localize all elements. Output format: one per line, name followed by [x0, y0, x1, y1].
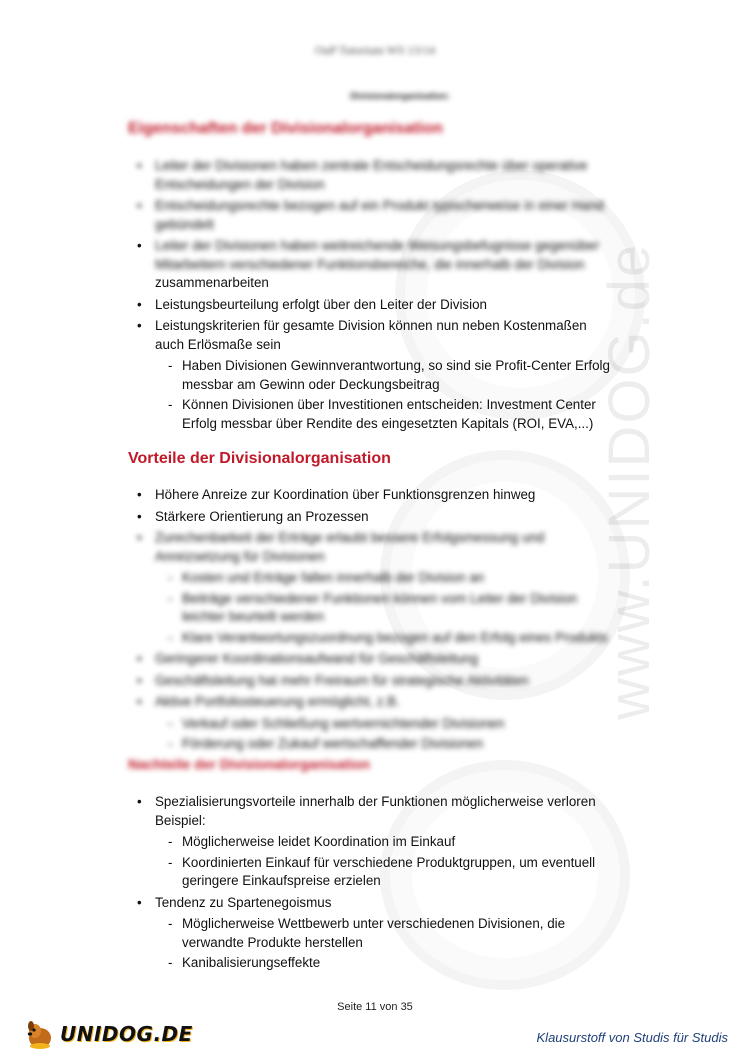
list-item-blurred-part: Leiter der Divisionen haben weitreichende Weisungsbefugnisse gegenüber Mitarbeitern verschiedener Funktionsbereiche, die innerhalb der Division [155, 238, 600, 272]
section-list-eigenschaften [128, 157, 618, 436]
sub-list-item: - Kosten und Erträge fallen innerhalb der Division an [155, 569, 618, 588]
logo-text: UNIDOG.DE [60, 1022, 193, 1046]
section-title-eigenschaften: Eigenschaften der Divisionalorganisation [128, 120, 443, 137]
sub-list [155, 833, 618, 891]
sub-list-item: - Möglicherweise leidet Koordination im Einkauf [155, 833, 618, 852]
site-watermark: www.UNIDOG.de [597, 242, 662, 720]
sub-list [155, 357, 618, 433]
section-title-nachteile: Nachteile der Divisionalorganisation [128, 756, 370, 772]
sub-list-item: - Haben Divisionen Gewinnverantwortung, so sind sie Profit-Center Erfolg messbar am Gewinn oder Deckungsbeitrag [155, 357, 618, 394]
sub-list-item: - Verkauf oder Schließung wertvernichtender Divisionen [155, 715, 618, 734]
sub-list-item: - Koordinierten Einkauf für verschiedene Produktgruppen, um eventuell geringere Einkaufspreise erzielen [155, 854, 618, 891]
list-item: • Stärkere Orientierung an Prozessen [128, 508, 618, 527]
list-item [128, 529, 618, 647]
sub-list [155, 715, 618, 754]
page-header: OuP Tutorium WS 13/14 [315, 43, 435, 57]
list-item-text: Spezialisierungsvorteile innerhalb der Funktionen möglicherweise verloren Beispiel: [155, 794, 596, 828]
list-item: • Entscheidungsrechte bezogen auf ein Produkt typischerweise in einer Hand gebündelt [128, 197, 618, 234]
list-item: • Höhere Anreize zur Koordination über Funktionsgrenzen hinweg [128, 486, 618, 505]
list-item-text: Zurechenbarkeit der Erträge erlaubt bessere Erfolgsmessung und Anreizsetzung für Divisionen [155, 530, 545, 564]
dog-mascot-icon [24, 1017, 56, 1051]
list-item [128, 317, 618, 433]
sub-list-item: - Kanibalisierungseffekte [155, 954, 618, 973]
list-item-clear-part: zusammenarbeiten [155, 275, 269, 290]
page-number: Seite 11 von 35 [337, 1001, 413, 1013]
sub-list-item: - Klare Verantwortungszuordnung bezogen auf den Erfolg eines Produkts [155, 629, 618, 648]
list-item: • Leiter der Divisionen haben zentrale Entscheidungsrechte über operative Entscheidungen der Division [128, 157, 618, 194]
list-item [128, 894, 618, 973]
list-item: • Geschäftsleitung hat mehr Freiraum für strategische Aktivitäten [128, 672, 618, 691]
list-item [128, 793, 618, 891]
list-item: • Leistungsbeurteilung erfolgt über den Leiter der Division [128, 296, 618, 315]
list-item-text: Tendenz zu Spartenegoismus [155, 894, 332, 910]
page-subtitle: Divisionalorganisation: [350, 91, 450, 101]
section-list-vorteile [128, 486, 618, 757]
section-title-vorteile: Vorteile der Divisionalorganisation [128, 450, 391, 467]
sub-list-item: - Beiträge verschiedener Funktionen können vom Leiter der Division leichter beurteilt werden [155, 590, 618, 627]
list-item: • Geringerer Koordinationsaufwand für Geschäftsleitung [128, 650, 618, 669]
sub-list [155, 569, 618, 647]
list-item-text: Aktive Portfoliosteuerung ermöglicht, z.B. [155, 694, 400, 709]
sub-list-item: - Förderung oder Zukauf wertschaffender Divisionen [155, 735, 618, 754]
section-list-nachteile [128, 793, 618, 976]
footer-tagline: Klausurstoff von Studis für Studis [536, 1030, 728, 1045]
list-item [128, 237, 618, 293]
sub-list [155, 915, 618, 973]
unidog-logo[interactable] [24, 1016, 193, 1052]
sub-list-item: - Möglicherweise Wettbewerb unter verschiedenen Divisionen, die verwandte Produkte herstellen [155, 915, 618, 952]
list-item-text: Leistungskriterien für gesamte Division können nun neben Kostenmaßen auch Erlösmaße sein [155, 318, 587, 352]
list-item [128, 693, 618, 754]
sub-list-item: - Können Divisionen über Investitionen entscheiden: Investment Center Erfolg messbar über Rendite des eingesetzten Kapitals (ROI, EVA,...) [155, 396, 618, 433]
